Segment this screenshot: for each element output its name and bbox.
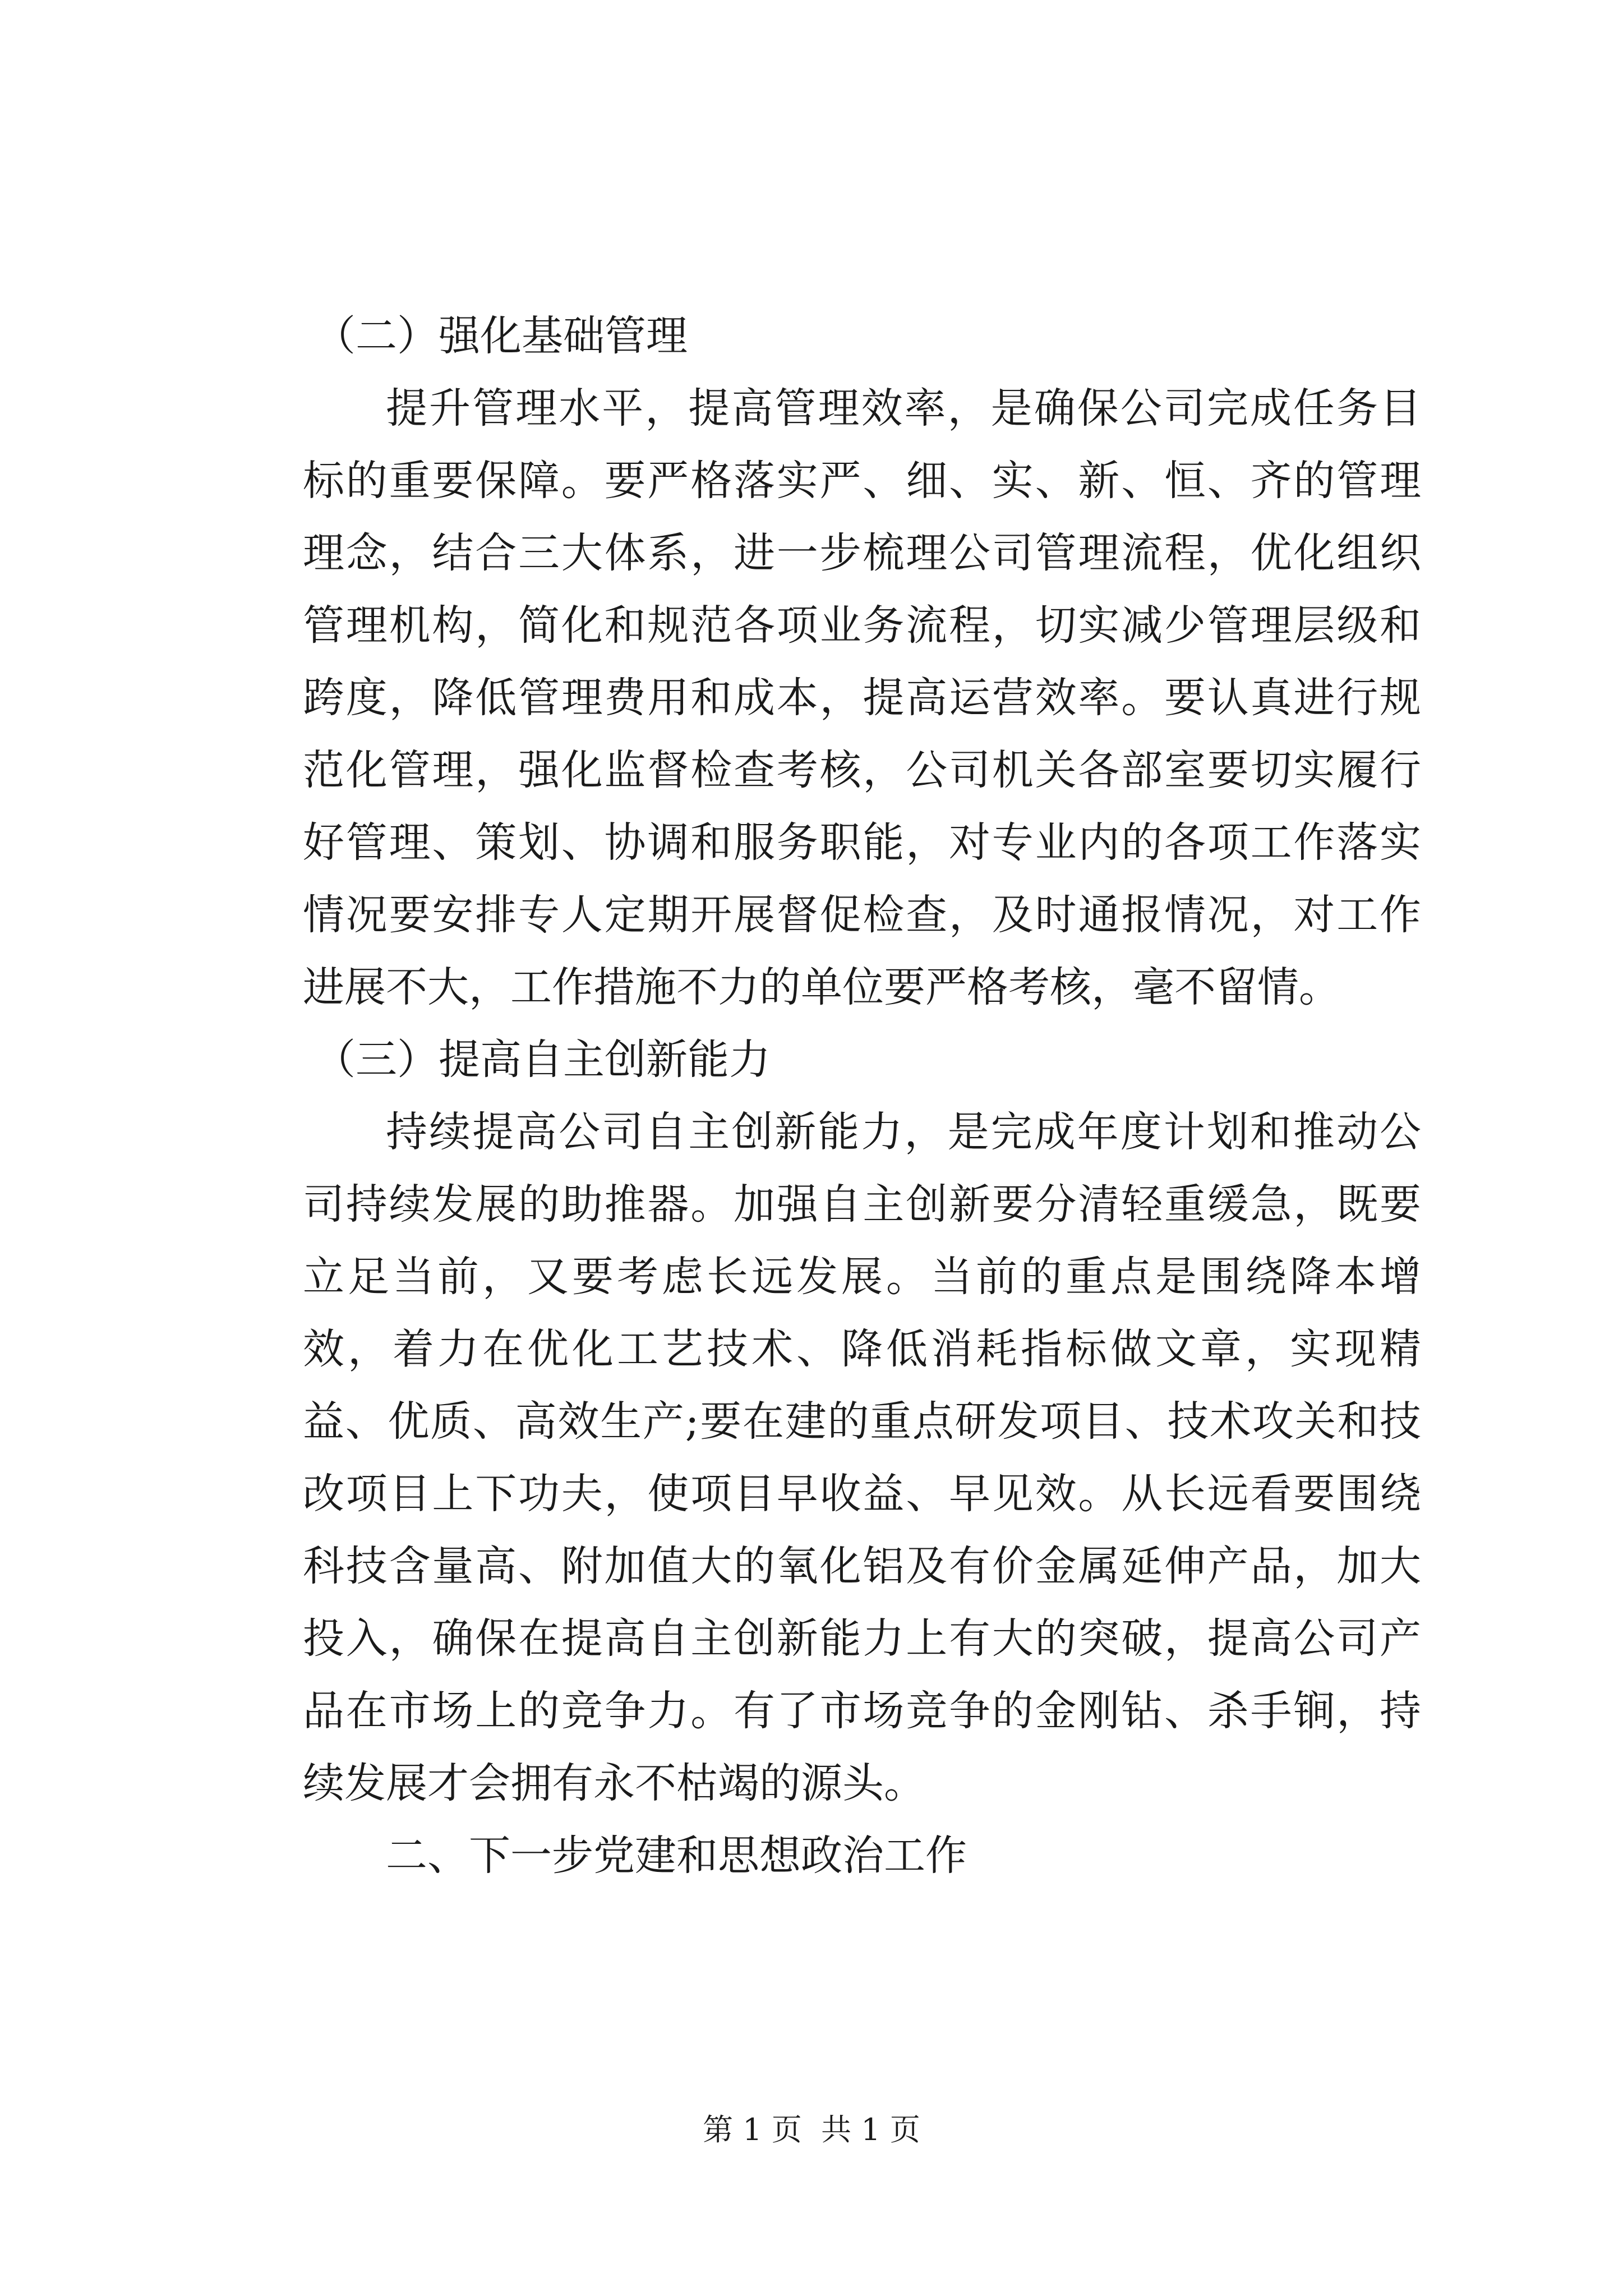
document-body [303,300,1421,1892]
section-heading-innovation: （三）提高自主创新能力 [314,1036,771,1084]
section-heading-party-building: 二、下一步党建和思想政治工作 [386,1832,967,1880]
paragraph-innovation: 持续提高公司自主创新能力，是完成年度计划和推动公司持续发展的助推器。加强自主创新要分清轻重缓急，既要立足当前，又要考虑长远发展。当前的重点是围绕降本增效，着力在优化工艺技术、降低消耗指标做文章，实现精益、优质、高效生产;要在建的重点研发项目、技术攻关和技改项目上下功夫，使项目早收益、早见效。从长远看要围绕科技含量高、附加值大的氧化铝及有价金属延伸产品，加大投入，确保在提高自主创新能力上有大的突破，提高公司产品在市场上的竞争力。有了市场竞争的金刚钻、杀手锏，持续发展才会拥有永不枯竭的源头。 [303,1108,1421,1807]
page-number-label: 第 1 页 共 1 页 [703,2112,920,2147]
page-footer [0,2110,1623,2150]
section-heading-strengthen-management: （二）强化基础管理 [314,312,688,360]
paragraph-management: 提升管理水平，提高管理效率，是确保公司完成任务目标的重要保障。要严格落实严、细、实、新、恒、齐的管理理念，结合三大体系，进一步梳理公司管理流程，优化组织管理机构，简化和规范各项业务流程，切实减少管理层级和跨度，降低管理费用和成本，提高运营效率。要认真进行规范化管理，强化监督检查考核，公司机关各部室要切实履行好管理、策划、协调和服务职能，对专业内的各项工作落实情况要安排专人定期开展督促检查，及时通报情况，对工作进展不大，工作措施不力的单位要严格考核，毫不留情。 [303,384,1421,1011]
